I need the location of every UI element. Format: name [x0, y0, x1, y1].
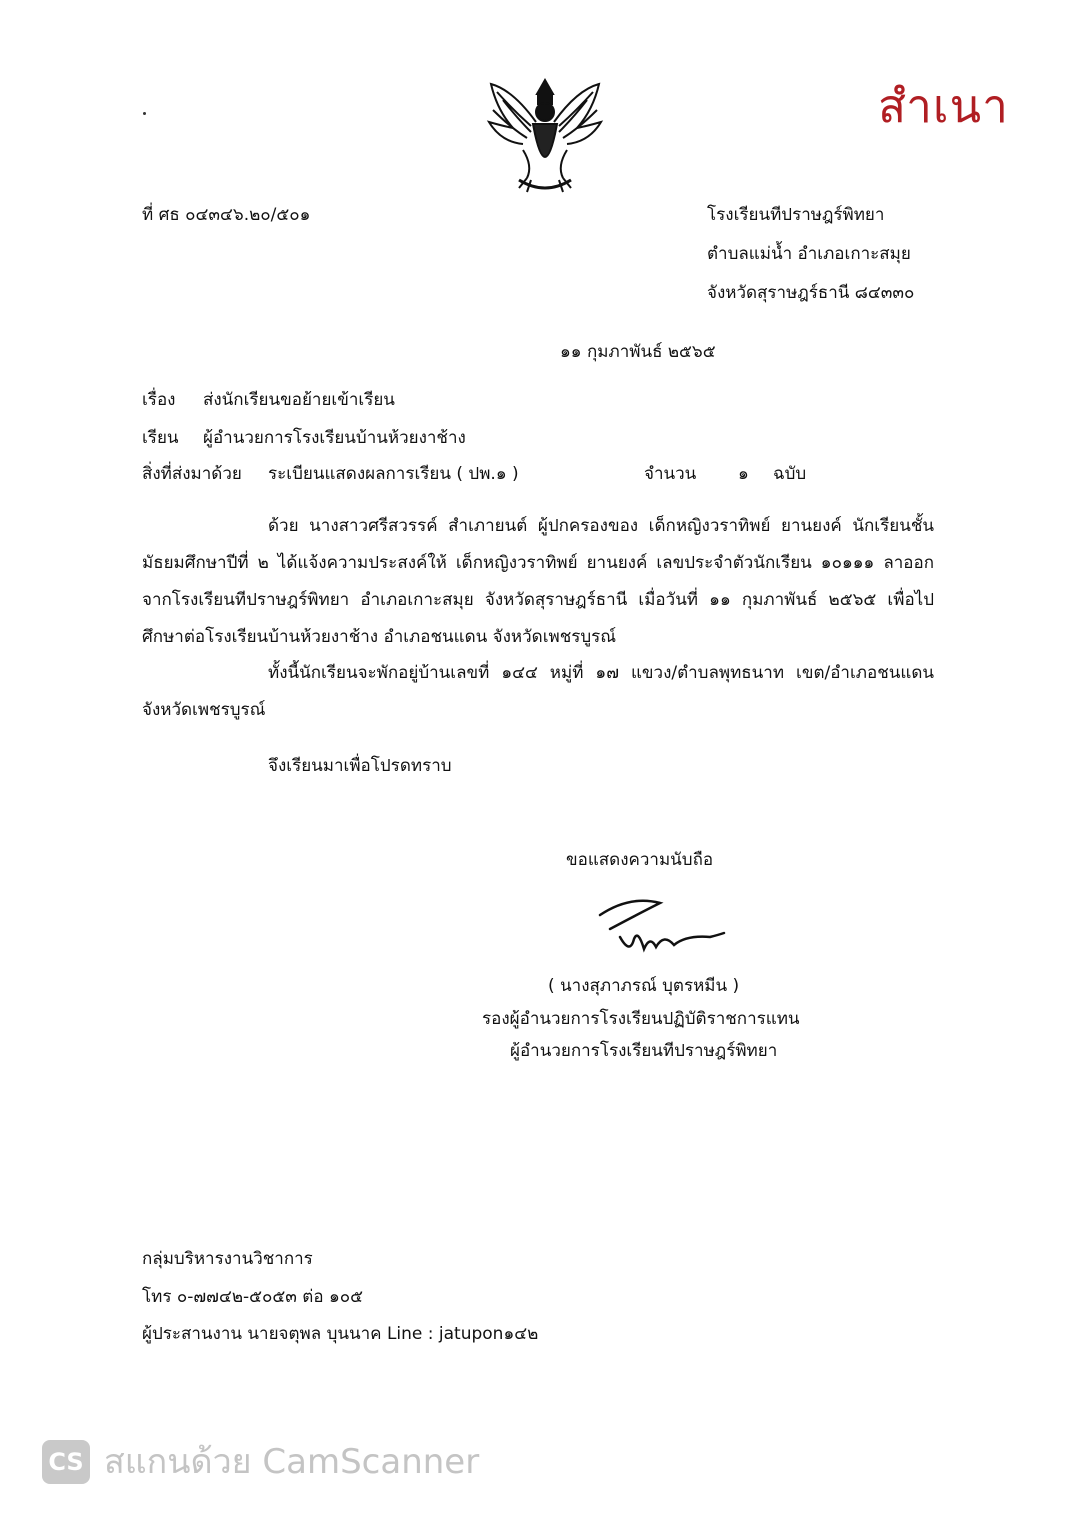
signer-title-1: รองผู้อำนวยการโรงเรียนปฏิบัติราชการแทน — [482, 1009, 800, 1029]
enclosure-label: สิ่งที่ส่งมาด้วย — [142, 464, 242, 484]
copy-stamp: สำเนา — [878, 79, 1009, 133]
recipient-label: เรียน — [142, 428, 179, 448]
department: กลุ่มบริหารงานวิชาการ — [142, 1249, 313, 1269]
signer-name: ( นางสุภาภรณ์ บุตรหมีน ) — [548, 976, 740, 996]
body-paragraph-1: ด้วย นางสาวศรีสวรรค์ สำเภายนต์ ผู้ปกครองของ เด็กหญิงวราทิพย์ ยานยงค์ นักเรียนชั้นมัธยมศึกษาปีที่ ๒ ได้แจ้งความประสงค์ให้ เด็กหญิงวราทิพย์ ยานยงค์ เลขประจำตัวนักเรียน ๑๐๑๑๑ ลาออกจากโรงเรียนทีปราษฎร์พิทยา อำเภอเกาะสมุย จังหวัดสุราษฎร์ธานี เมื่อวันที่ ๑๑ กุมภาพันธ์ ๒๕๖๕ เพื่อไปศึกษาต่อโรงเรียนบ้านห้วยงาช้าง อำเภอชนแดน จังหวัดเพชรบูรณ์ — [142, 516, 934, 647]
quantity-label: จำนวน — [644, 464, 697, 484]
enclosure-text: ระเบียนแสดงผลการเรียน ( ปพ.๑ ) — [268, 464, 519, 484]
quantity-value: ๑ — [738, 464, 749, 484]
closing-request: จึงเรียนมาเพื่อโปรดทราบ — [268, 756, 452, 776]
subject-label: เรื่อง — [142, 390, 176, 410]
recipient-text: ผู้อำนวยการโรงเรียนบ้านห้วยงาช้าง — [203, 428, 466, 448]
subject-text: ส่งนักเรียนขอย้ายเข้าเรียน — [203, 390, 395, 410]
sender-address-line-2: ตำบลแม่น้ำ อำเภอเกาะสมุย — [707, 244, 911, 264]
phone-number: โทร ๐-๗๗๔๒-๕๐๕๓ ต่อ ๑๐๕ — [142, 1287, 363, 1307]
sender-address-line-1: โรงเรียนทีปราษฎร์พิทยา — [707, 205, 885, 225]
body-paragraph-2: ทั้งนี้นักเรียนจะพักอยู่บ้านเลขที่ ๑๔๔ หมู่ที่ ๑๗ แขวง/ตำบลพุทธนาท เขต/อำเภอชนแดน จังหวัดเพชรบูรณ์ — [142, 663, 934, 720]
camscanner-watermark: สแกนด้วย CamScanner — [104, 1442, 480, 1482]
closing-text: ขอแสดงความนับถือ — [566, 850, 714, 870]
garuda-emblem-icon — [483, 70, 607, 198]
speck — [143, 112, 146, 115]
signer-title-2: ผู้อำนวยการโรงเรียนทีปราษฎร์พิทยา — [510, 1041, 778, 1061]
signature — [590, 885, 740, 965]
quantity-unit: ฉบับ — [773, 464, 807, 484]
coordinator: ผู้ประสานงาน นายจตุพล บุนนาค Line : jatupon๑๔๒ — [142, 1324, 539, 1344]
sender-address-line-3: จังหวัดสุราษฎร์ธานี ๘๔๓๓๐ — [707, 283, 915, 303]
letter-date: ๑๑ กุมภาพันธ์ ๒๕๖๕ — [560, 342, 716, 362]
reference-number: ที่ ศธ ๐๔๓๔๖.๒๐/๕๐๑ — [142, 205, 311, 225]
camscanner-logo-icon: CS — [42, 1440, 90, 1484]
